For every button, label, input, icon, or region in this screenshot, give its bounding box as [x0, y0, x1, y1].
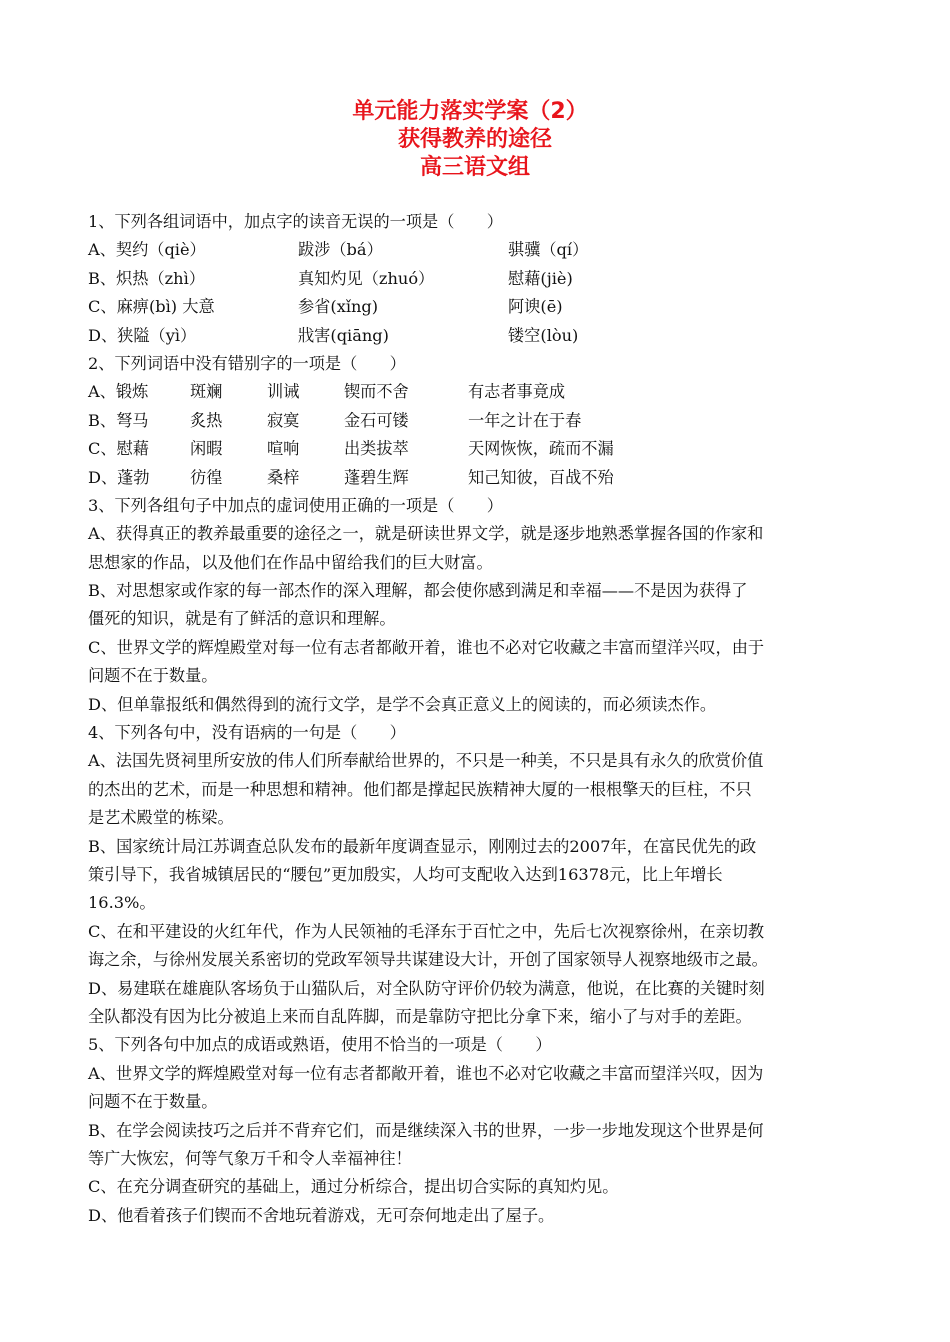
option-cell: 桑梓 — [267, 467, 300, 487]
option-cell: 出类拔萃 — [344, 439, 409, 459]
option-row — [88, 407, 878, 435]
option-cell: A、锻炼 — [88, 382, 149, 402]
author-group: 高三语文组 — [419, 155, 530, 180]
option-cell: 金石可镂 — [344, 410, 409, 430]
option-line: 的杰出的艺术，而是一种思想和精神。他们都是撑起民族精神大厦的一根根擎天的巨柱，不只 — [88, 779, 752, 799]
option-cell: 寂寞 — [267, 410, 300, 430]
option-cell: 蓬碧生辉 — [344, 467, 409, 487]
question-stem: 4、下列各句中，没有语病的一句是（ ） — [88, 723, 406, 743]
option-line: A、法国先贤祠里所安放的伟人们所奉献给世界的，不只是一种美，不只是具有永久的欣赏价值 — [88, 751, 764, 771]
option-cell: D、狭隘（yì） — [88, 325, 197, 345]
document-subtitle: 获得教养的途径 — [397, 127, 552, 152]
option-cell: B、炽热（zhì） — [88, 268, 205, 288]
option-line: 是艺术殿堂的栋梁。 — [88, 808, 234, 828]
option-line: B、国家统计局江苏调查总队发布的最新年度调查显示，刚刚过去的2007年，在富民优先的政 — [88, 836, 757, 856]
title-block — [0, 98, 950, 182]
option-row — [88, 293, 878, 321]
option-cell: 彷徨 — [190, 467, 223, 487]
option-line: 诲之余，与徐州发展关系密切的党政军领导共谋建设大计，开创了国家领导人视察地级市之最。 — [88, 950, 768, 970]
question-list — [88, 208, 878, 1230]
option-cell: 骐骥（qí） — [508, 240, 589, 260]
option-row — [88, 464, 878, 492]
option-cell: 真知灼见（zhuó） — [298, 268, 435, 288]
option-cell: 一年之计在于春 — [468, 410, 582, 430]
option-cell: D、蓬勃 — [88, 467, 150, 487]
option-line: 问题不在于数量。 — [88, 1092, 218, 1112]
option-line: D、但单靠报纸和偶然得到的流行文学，是学不会真正意义上的阅读的，而必须读杰作。 — [88, 694, 717, 714]
option-cell: A、契约（qiè） — [88, 240, 206, 260]
option-cell: 知己知彼，百战不殆 — [468, 467, 614, 487]
option-cell: C、慰藉 — [88, 439, 149, 459]
question-stem: 5、下列各句中加点的成语或熟语，使用不恰当的一项是（ ） — [88, 1035, 552, 1055]
option-cell: 阿谀(ē) — [508, 297, 563, 317]
option-cell: B、弩马 — [88, 410, 149, 430]
question-stem: 1、下列各组词语中，加点字的读音无误的一项是（ ） — [88, 212, 503, 231]
option-cell: C、麻痹(bì) 大意 — [88, 297, 215, 317]
option-line: 思想家的作品，以及他们在作品中留给我们的巨大财富。 — [88, 552, 493, 572]
option-cell: 喧响 — [267, 439, 300, 459]
option-line: 问题不在于数量。 — [88, 666, 218, 686]
option-line: D、他看着孩子们锲而不舍地玩着游戏，无可奈何地走出了屋子。 — [88, 1205, 555, 1225]
option-line: B、对思想家或作家的每一部杰作的深入理解，都会使你感到满足和幸福——不是因为获得了 — [88, 581, 748, 601]
option-cell: 斑斓 — [190, 382, 223, 402]
option-cell: 闲暇 — [190, 439, 223, 459]
option-line: 16.3%。 — [88, 893, 156, 913]
option-cell: 炙热 — [190, 410, 223, 430]
option-line: D、易建联在雄鹿队客场负于山猫队后，对全队防守评价仍较为满意，他说，在比赛的关键时刻 — [88, 978, 765, 998]
option-cell: 锲而不舍 — [344, 382, 409, 402]
question-stem: 2、下列词语中没有错别字的一项是（ ） — [88, 353, 406, 373]
option-cell: 有志者事竟成 — [468, 382, 566, 402]
option-cell: 训诫 — [267, 382, 300, 402]
option-line: A、世界文学的辉煌殿堂对每一位有志者都敞开着，谁也不必对它收藏之丰富而望洋兴叹，因为 — [88, 1063, 764, 1083]
option-line: 僵死的知识，就是有了鲜活的意识和理解。 — [88, 609, 396, 629]
option-line: 等广大恢宏，何等气象万千和令人幸福神往！ — [88, 1148, 412, 1168]
option-line: A、获得真正的教养最重要的途径之一，就是研读世界文学，就是逐步地熟悉掌握各国的作家和 — [88, 524, 764, 544]
option-cell: 慰藉(jiè) — [508, 268, 573, 288]
option-row — [88, 236, 878, 264]
question-stem: 3、下列各组句子中加点的虚词使用正确的一项是（ ） — [88, 495, 503, 515]
option-cell: 跋涉（bá） — [298, 240, 383, 260]
document-title: 单元能力落实学案（2） — [352, 99, 588, 124]
option-line: B、在学会阅读技巧之后并不背弃它们，而是继续深入书的世界，一步一步地发现这个世界是何 — [88, 1120, 764, 1140]
option-line: C、在和平建设的火红年代，作为人民领袖的毛泽东于百忙之中，先后七次视察徐州，在亲切教 — [88, 921, 765, 941]
option-cell: 天网恢恢，疏而不漏 — [468, 439, 614, 459]
option-row — [88, 265, 878, 293]
option-line: C、在充分调查研究的基础上，通过分析综合，提出切合实际的真知灼见。 — [88, 1177, 619, 1197]
option-cell: 参省(xǐng) — [298, 297, 379, 317]
option-row — [88, 322, 878, 350]
option-line: 策引导下，我省城镇居民的“腰包”更加殷实，人均可支配收入达到16378元，比上年增长 — [88, 864, 723, 884]
option-line: C、世界文学的辉煌殿堂对每一位有志者都敞开着，谁也不必对它收藏之丰富而望洋兴叹，由于 — [88, 637, 765, 657]
option-row — [88, 378, 878, 406]
option-line: 全队都没有因为比分被追上来而自乱阵脚，而是靠防守把比分拿下来，缩小了与对手的差距。 — [88, 1006, 752, 1026]
option-cell: 戕害(qiāng) — [298, 325, 389, 345]
option-row — [88, 435, 878, 463]
option-cell: 镂空(lòu) — [508, 325, 579, 345]
